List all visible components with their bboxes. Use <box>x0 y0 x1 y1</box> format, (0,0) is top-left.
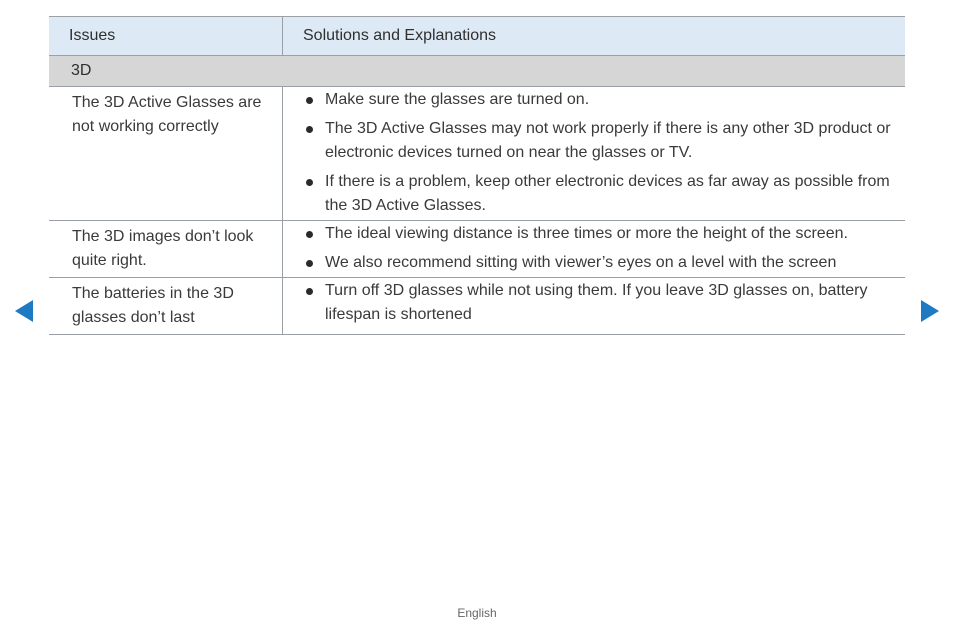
solution-item <box>303 88 895 112</box>
solution-cell <box>283 278 905 334</box>
bullet-icon <box>306 260 313 267</box>
header-solutions: Solutions and Explanations <box>303 27 497 44</box>
bullet-icon <box>306 179 313 186</box>
bullet-icon <box>306 231 313 238</box>
solution-text: The ideal viewing distance is three times or more the height of the screen. <box>325 225 848 242</box>
solution-item <box>303 251 895 275</box>
solution-text: Turn off 3D glasses while not using them. If you leave 3D glasses on, battery lifespan is shortened <box>325 282 868 323</box>
solution-item <box>303 117 895 165</box>
solution-text: If there is a problem, keep other electronic devices as far away as possible from the 3D Active Glasses. <box>325 173 890 214</box>
solution-text: We also recommend sitting with viewer’s eyes on a level with the screen <box>325 254 837 271</box>
issue-cell: The 3D Active Glasses are not working correctly <box>49 87 283 220</box>
solution-text: Make sure the glasses are turned on. <box>325 91 590 108</box>
issue-cell: The batteries in the 3D glasses don’t last <box>49 278 283 334</box>
header-issues: Issues <box>49 17 283 55</box>
table-row <box>49 87 905 221</box>
next-page-icon[interactable] <box>921 300 939 322</box>
solution-item <box>303 222 895 246</box>
solution-item <box>303 170 895 218</box>
table-row <box>49 278 905 335</box>
issue-cell: The 3D images don’t look quite right. <box>49 221 283 277</box>
bullet-icon <box>306 97 313 104</box>
solution-text: The 3D Active Glasses may not work properly if there is any other 3D product or electronic devices turned on near the glasses or TV. <box>325 120 891 161</box>
bullet-icon <box>306 126 313 133</box>
solution-item <box>303 279 895 327</box>
footer-language: English <box>457 606 497 620</box>
table-row <box>49 221 905 278</box>
section-heading-3d: 3D <box>49 56 905 87</box>
troubleshooting-table <box>49 16 905 335</box>
solution-cell <box>283 221 905 277</box>
previous-page-icon[interactable] <box>15 300 33 322</box>
solution-cell <box>283 87 905 220</box>
table-header <box>49 17 905 56</box>
bullet-icon <box>306 288 313 295</box>
